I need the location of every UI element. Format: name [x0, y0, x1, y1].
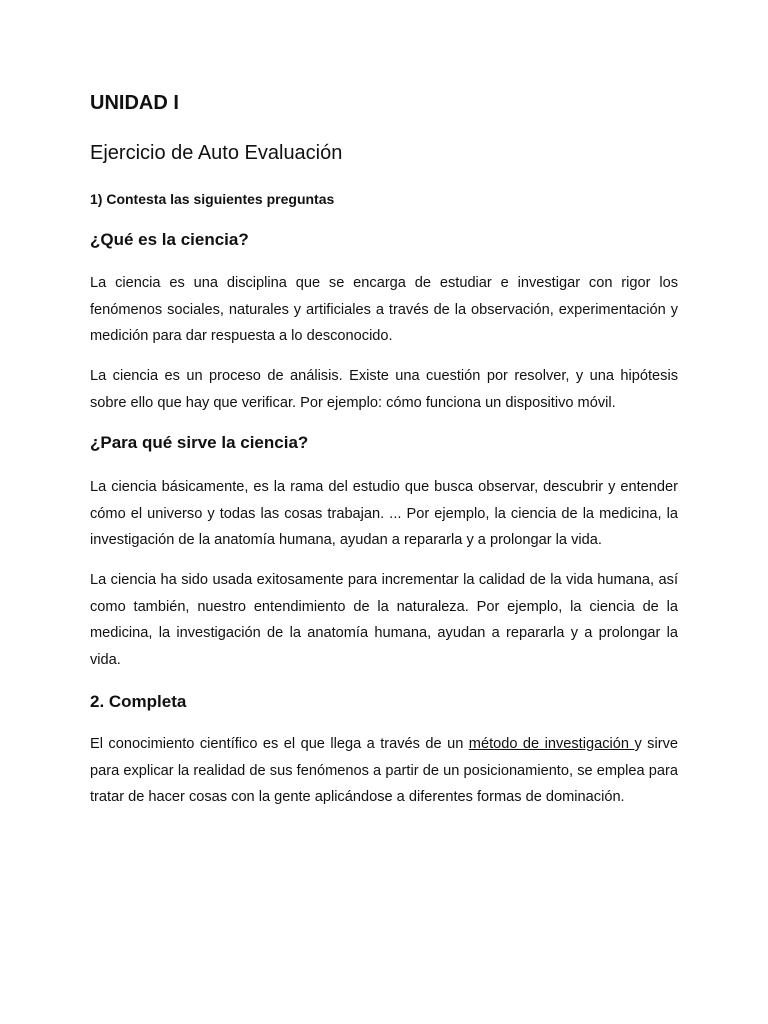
exercise-title: Ejercicio de Auto Evaluación	[90, 142, 343, 164]
completion-answer: método de investigación	[468, 736, 635, 752]
completion-text-after: y sirve para explicar la realidad de sus fenómenos a partir de un posicionamiento, se emplea para tratar de hacer cosas con la gente aplicándose a diferentes formas de dominación.	[90, 736, 678, 805]
instruction-text: 1) Contesta las siguientes preguntas	[90, 191, 335, 207]
question-what-is-science-for: ¿Para qué sirve la ciencia?	[90, 433, 309, 452]
completion-paragraph	[90, 731, 678, 811]
section-complete-heading: 2. Completa	[90, 692, 187, 711]
answer-paragraph-4: La ciencia ha sido usada exitosamente para incrementar la calidad de la vida humana, así como también, nuestro entendimiento de la naturaleza. Por ejemplo, la ciencia de la medicina, la investigación de la anatomía humana, ayudan a repararla y a prolongar la vida.	[90, 572, 678, 668]
answer-paragraph-1: La ciencia es una disciplina que se encarga de estudiar e investigar con rigor los fenómenos sociales, naturales y artificiales a través de la observación, experimentación y medición para dar respuesta a lo desconocido.	[90, 275, 678, 344]
question-what-is-science: ¿Qué es la ciencia?	[90, 230, 249, 249]
completion-text-before: El conocimiento científico es el que llega a través de un	[90, 736, 469, 752]
unit-heading: UNIDAD I	[90, 92, 179, 114]
answer-paragraph-3: La ciencia básicamente, es la rama del estudio que busca observar, descubrir y entender cómo el universo y todas las cosas trabajan. ... Por ejemplo, la ciencia de la medicina, la investigación de la anatomía humana, ayudan a repararla y a prolongar la vida.	[90, 479, 678, 548]
answer-paragraph-2: La ciencia es un proceso de análisis. Existe una cuestión por resolver, y una hipótesis sobre ello que hay que verificar. Por ejemplo: cómo funciona un dispositivo móvil.	[90, 368, 678, 411]
